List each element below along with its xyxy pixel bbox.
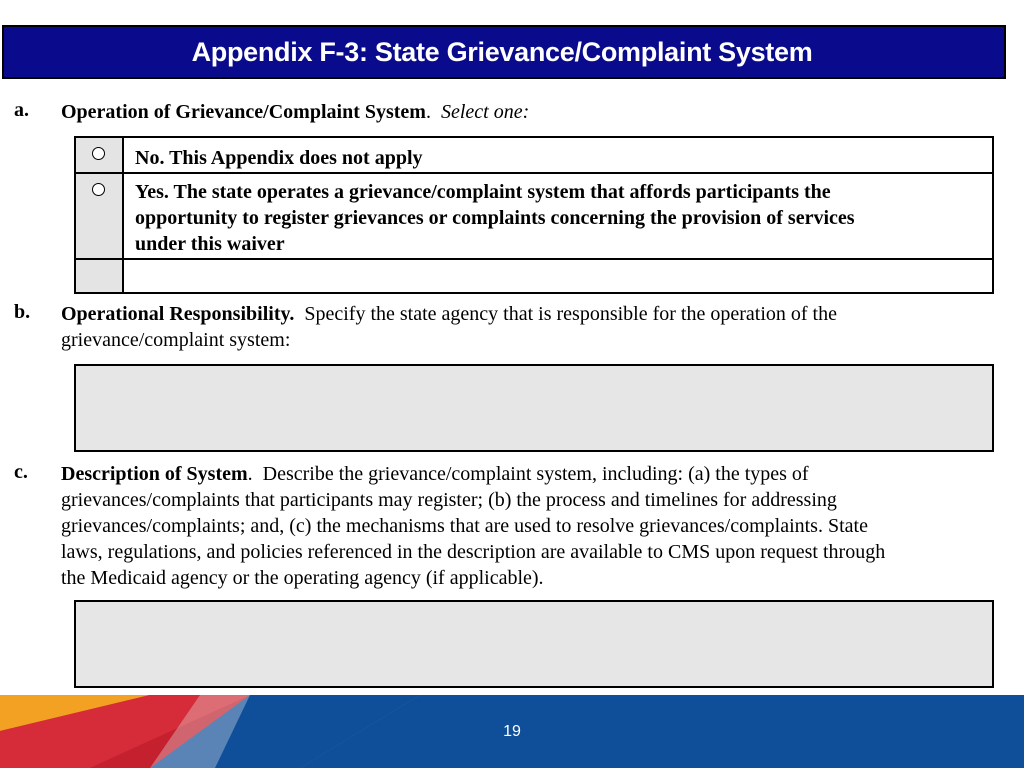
section-c-heading: Description of System bbox=[61, 463, 248, 485]
section-b-heading: Operational Responsibility. bbox=[61, 303, 295, 325]
section-c-period: . bbox=[247, 463, 253, 485]
radio-button-yes[interactable] bbox=[92, 183, 105, 196]
system-description-field[interactable] bbox=[74, 600, 994, 688]
section-c-line: laws, regulations, and policies referenced in the description are available to CMS upon request through bbox=[61, 541, 886, 563]
section-c-line: grievances/complaints that participants may register; (b) the process and timelines for addressing bbox=[61, 489, 837, 511]
section-c-letter: c. bbox=[14, 461, 28, 483]
radio-cell bbox=[76, 138, 124, 172]
radio-cell bbox=[76, 174, 124, 258]
option-label-no: No. This Appendix does not apply bbox=[135, 147, 423, 169]
section-a-letter: a. bbox=[14, 99, 29, 121]
page-title: Appendix F-3: State Grievance/Complaint System bbox=[191, 36, 813, 67]
radio-cell bbox=[76, 260, 124, 292]
section-a-heading: Operation of Grievance/Complaint System bbox=[61, 101, 426, 123]
section-b-text bbox=[61, 301, 995, 353]
option-yes-line: under this waiver bbox=[135, 233, 285, 255]
section-c-line1 bbox=[61, 461, 995, 487]
option-yes-line: opportunity to register grievances or complaints concerning the provision of services bbox=[135, 207, 855, 229]
section-c-text bbox=[61, 461, 995, 591]
section-b-line2: grievance/complaint system: bbox=[61, 329, 291, 351]
option-yes-line: Yes. The state operates a grievance/complaint system that affords participants the bbox=[135, 181, 831, 203]
section-b-line1-text: Specify the state agency that is responsible for the operation of the bbox=[304, 303, 837, 325]
agency-response-field[interactable] bbox=[74, 364, 994, 452]
section-c-line: the Medicaid agency or the operating agency (if applicable). bbox=[61, 567, 544, 589]
section-c-line: grievances/complaints; and, (c) the mechanisms that are used to resolve grievances/complaints. State bbox=[61, 515, 868, 537]
option-label-yes bbox=[135, 179, 982, 257]
title-bar bbox=[2, 25, 1006, 79]
option-row-yes[interactable] bbox=[76, 174, 992, 260]
page-number: 19 bbox=[503, 723, 521, 740]
section-a-period: . bbox=[425, 101, 431, 123]
section-a-heading-line bbox=[61, 99, 995, 125]
option-row-no[interactable] bbox=[76, 138, 992, 174]
section-c-line1-text: Describe the grievance/complaint system, including: (a) the types of bbox=[262, 463, 809, 485]
section-a-instruction: Select one: bbox=[440, 101, 530, 123]
radio-button-no[interactable] bbox=[92, 147, 105, 160]
option-table bbox=[74, 136, 994, 294]
section-b-line1 bbox=[61, 301, 995, 327]
option-row-empty bbox=[76, 260, 992, 292]
section-b-letter: b. bbox=[14, 301, 31, 323]
